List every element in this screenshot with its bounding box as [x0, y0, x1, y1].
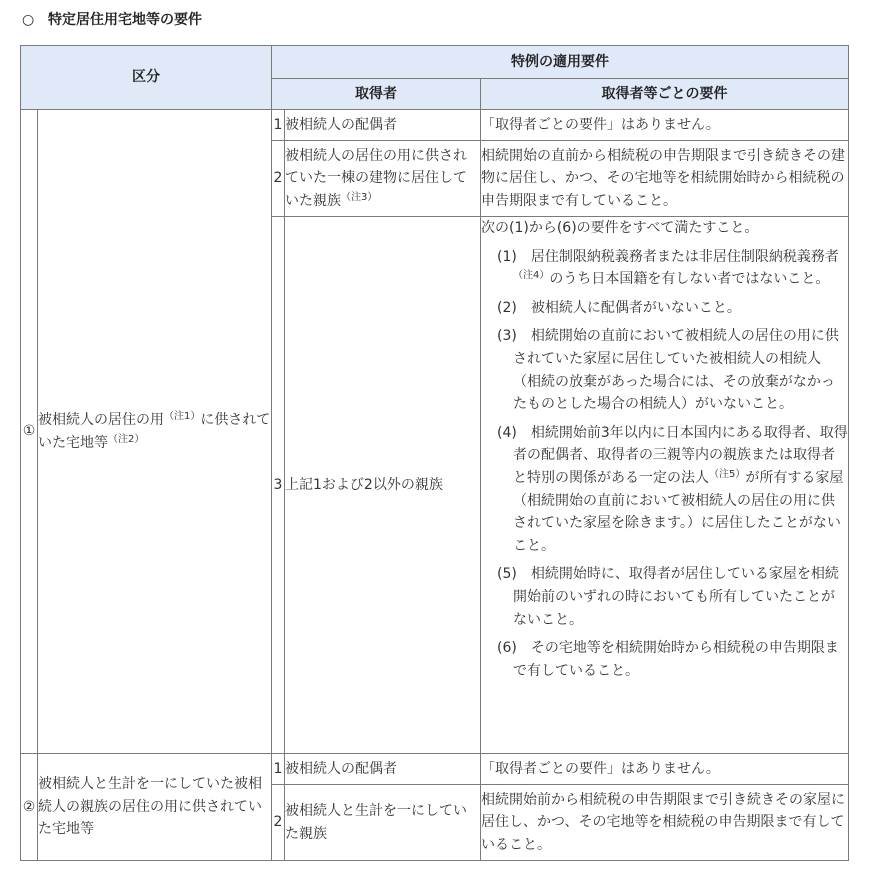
requirement-cell — [481, 217, 849, 754]
note-marker: （注4） — [513, 270, 550, 282]
row-number: 2 — [272, 141, 285, 217]
requirements-table — [20, 45, 849, 861]
list-item: (1) 居住制限納税義務者または非居住制限納税義務者$^{(注4)}$のうち日本国籍を有しない者ではないこと。 — [497, 248, 839, 288]
note-marker: （注2） — [108, 433, 145, 445]
group-number: ① — [21, 110, 38, 754]
acquirer-cell: 被相続人と生計を一にしていた親族 — [285, 785, 481, 861]
section-title-text: 特定居住用宅地等の要件 — [48, 12, 202, 28]
row-number: 1 — [272, 754, 285, 785]
header-acquirer: 取得者 — [272, 79, 481, 110]
list-item: (5) 相続開始時に、取得者が居住している家屋を相続開始前のいずれの時においても所有していたことがないこと。 — [497, 566, 839, 628]
section-title — [22, 8, 202, 32]
requirement-cell: 「取得者ごとの要件」はありません。 — [481, 110, 849, 141]
division-cell: 被相続人と生計を一にしていた被相続人の親族の居住の用に供されていた宅地等 — [38, 754, 272, 861]
list-item: (6) その宅地等を相続開始時から相続税の申告期限まで有していること。 — [497, 640, 839, 679]
list-item: (2) 被相続人に配偶者がいないこと。 — [497, 299, 741, 316]
header-division: 区分 — [21, 46, 272, 110]
row-number: 2 — [272, 785, 285, 861]
requirement-intro: 次の(1)から(6)の要件をすべて満たすこと。 — [481, 220, 759, 236]
note-marker: （注5） — [709, 468, 746, 480]
note-marker: （注3） — [341, 191, 378, 203]
acquirer-cell: 上記1および2以外の親族 — [285, 217, 481, 754]
note-marker: （注1） — [164, 410, 201, 422]
acquirer-cell: 被相続人の配偶者 — [285, 754, 481, 785]
header-per-acquirer: 取得者等ごとの要件 — [481, 79, 849, 110]
requirement-cell: 「取得者ごとの要件」はありません。 — [481, 754, 849, 785]
division-cell: 被相続人の居住の用$^{(注1)}$に供されていた宅地等$^{(注2)}$ — [38, 110, 272, 754]
list-item: (3) 相続開始の直前において被相続人の居住の用に供されていた家屋に居住していた被相続人の相続人（相続の放棄があった場合には、その放棄がなかったものとした場合の相続人）がいないこと。 — [497, 328, 839, 413]
table-row — [21, 110, 849, 141]
header-requirements: 特例の適用要件 — [272, 46, 849, 79]
requirement-cell: 相続開始前から相続税の申告期限まで引き続きその家屋に居住し、かつ、その宅地等を相続税の申告期限まで有していること。 — [481, 785, 849, 861]
acquirer-cell: 被相続人の居住の用に供されていた一棟の建物に居住していた親族$^{(注3)}$ — [285, 141, 481, 217]
group-number: ② — [21, 754, 38, 861]
list-item: (4) 相続開始前3年以内に日本国内にある取得者、取得者の配偶者、取得者の三親等内の親族または取得者と特別の関係がある一定の法人$^{(注5)}$が所有する家屋（相続開始の直前において被相続人の居住の用に供されていた家屋を除きます。）に居住したことがないこと。 — [497, 424, 848, 554]
circle-bullet-icon: ○ — [22, 12, 35, 28]
acquirer-cell: 被相続人の配偶者 — [285, 110, 481, 141]
table-row — [21, 754, 849, 785]
row-number: 1 — [272, 110, 285, 141]
row-number: 3 — [272, 217, 285, 754]
requirement-cell: 相続開始の直前から相続税の申告期限まで引き続きその建物に居住し、かつ、その宅地等を相続開始時から相続税の申告期限まで有していること。 — [481, 141, 849, 217]
